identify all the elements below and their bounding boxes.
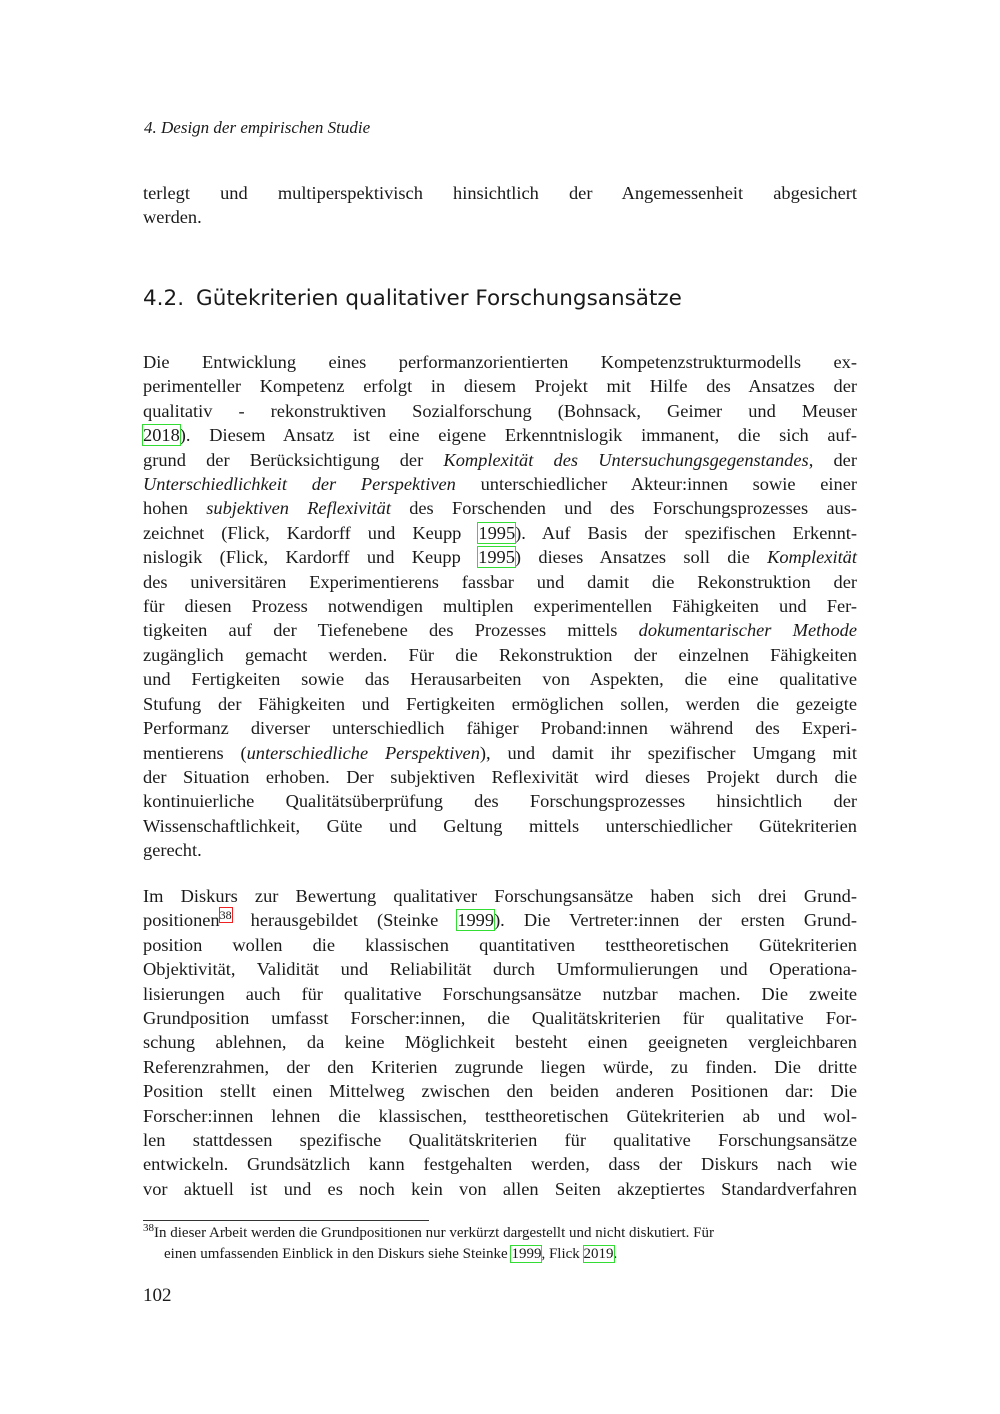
footnote-mark: 38 [143, 1222, 154, 1234]
text-fragment: unterschiedlicher Akteur:innen sowie einer [455, 474, 857, 495]
page-number: 102 [143, 1285, 172, 1306]
section-title: Gütekriterien qualitativer Forschungsansätze [196, 286, 682, 311]
text-line: Position stellt einen Mittelweg zwischen den beiden anderen Positionen dar: Die [143, 1081, 857, 1102]
text-line: entwickeln. Grundsätzlich kann festgehalten werden, dass der Diskurs nach wie [143, 1154, 857, 1175]
text-fragment: , Flick [541, 1246, 584, 1262]
text-line: gerecht. [143, 840, 202, 861]
text-fragment: ) dieses Ansatzes soll die [514, 547, 768, 568]
text-line: Performanz diverser unterschiedlich fähiger Proband:innen während des Experi- [143, 718, 857, 739]
text-fragment: zeichnet (Flick, Kardorff und Keupp [143, 522, 479, 543]
text-line: vor aktuell ist und es noch kein von allen Seiten akzeptiertes Standardverfahren [143, 1178, 857, 1199]
footnote-ref-link[interactable]: 38 [219, 908, 232, 923]
emphasis: Komplexität [767, 547, 857, 568]
footnote-divider [143, 1220, 429, 1221]
citation-link[interactable]: 2019 [583, 1246, 614, 1262]
text-line: schung ablehnen, da keine Möglichkeit besteht einen geeigneten vergleichbaren [143, 1032, 857, 1053]
text-fragment: herausgebildet (Steinke [231, 910, 458, 931]
body-paragraph-2 [143, 884, 857, 1201]
text-line: zugänglich gemacht werden. Für die Rekonstruktion der einzelnen Fähigkeiten [143, 644, 857, 665]
emphasis: Unterschiedlichkeit der Perspektiven [143, 474, 456, 495]
footnote-line [143, 1223, 857, 1244]
text-fragment: ), und damit ihr spezifischer Umgang mit [479, 742, 857, 763]
footnote-line [143, 1244, 857, 1265]
text-line: Stufung der Fähigkeiten und Fertigkeiten ermöglichen sollen, werden die gezeigte [143, 693, 857, 714]
text-fragment: positionen [143, 910, 220, 931]
text-line: kontinuierliche Qualitätsüberprüfung des Forschungsprozesses hinsichtlich der [143, 791, 857, 812]
text-fragment: ). Auf Basis der spezifischen Erkennt- [515, 522, 857, 543]
text-fragment: In dieser Arbeit werden die Grundpositionen nur verkürzt dargestellt und nicht diskutiert. Für [154, 1225, 715, 1241]
text-line: Die Entwicklung eines performanzorientierten Kompetenzstrukturmodells ex- [143, 352, 857, 372]
footnote [143, 1223, 857, 1265]
emphasis: Komplexität des Untersuchungsgegenstandes [443, 449, 809, 470]
text-line: qualitativ - rekonstruktiven Sozialforschung (Bohnsack, Geimer und Meuser [143, 400, 857, 421]
text-line: Grundposition umfasst Forscher:innen, die Qualitätskriterien für qualitative For- [143, 1008, 857, 1029]
text-fragment: nislogik (Flick, Kardorff und Keupp [143, 547, 479, 568]
text-line: der Situation erhoben. Der subjektiven Reflexivität wird dieses Projekt durch die [143, 766, 857, 787]
text-line [143, 496, 857, 520]
citation-link[interactable]: 1995 [478, 547, 515, 568]
citation-link[interactable]: 1999 [457, 910, 495, 931]
text-line [143, 618, 857, 642]
text-line [143, 472, 857, 496]
text-line: perimenteller Kompetenz erfolgt in diesem Projekt mit Hilfe des Ansatzes der [143, 376, 857, 397]
citation-link[interactable]: 1999 [511, 1246, 542, 1262]
text-fragment: des Forschenden und des Forschungsprozesses aus- [390, 498, 858, 519]
text-fragment: ). Die Vertreter:innen der ersten Grund- [494, 910, 857, 931]
text-fragment: grund der Berücksichtigung der [143, 449, 444, 470]
text-line: position wollen die klassischen quantitativen testtheoretischen Gütekriterien [143, 934, 857, 955]
text-line: und Fertigkeiten sowie das Herausarbeiten von Aspekten, die eine qualitative [143, 669, 857, 690]
text-line: Referenzrahmen, der den Kriterien zugrunde liegen würde, zu finden. Die dritte [143, 1056, 857, 1077]
text-line: terlegt und multiperspektivisch hinsichtlich der Angemessenheit abgesichert [143, 183, 857, 203]
emphasis: subjektiven Reflexivität [206, 498, 391, 519]
text-line [143, 521, 857, 545]
text-line: Forscher:innen lehnen die klassischen, testtheoretischen Gütekriterien ab und wol- [143, 1105, 857, 1126]
section-number: 4.2. [143, 286, 185, 311]
intro-paragraph [143, 181, 857, 230]
text-line [143, 545, 857, 569]
text-line [143, 448, 857, 472]
text-line: Wissenschaftlichkeit, Güte und Geltung mittels unterschiedlicher Gütekriterien [143, 815, 857, 836]
text-line [143, 908, 857, 932]
text-fragment: tigkeiten auf der Tiefenebene des Prozesses mittels [143, 620, 639, 641]
text-line: werden. [143, 207, 202, 228]
text-line: des universitären Experimentierens fassbar und damit die Rekonstruktion der [143, 571, 857, 592]
text-fragment: hohen [143, 498, 207, 519]
text-fragment: . [613, 1246, 618, 1262]
body-paragraph-1 [143, 350, 857, 863]
emphasis: unterschiedliche Perspektiven [246, 742, 480, 763]
text-fragment: mentierens ( [143, 742, 247, 763]
text-fragment: ). Diesem Ansatz ist eine eigene Erkenntnislogik immanent, die sich auf- [179, 425, 857, 446]
running-head: 4. Design der empirischen Studie [144, 118, 371, 137]
emphasis: dokumentarischer Methode [638, 620, 858, 641]
text-line: lisierungen auch für qualitative Forschungsansätze nutzbar machen. Die zweite [143, 983, 857, 1004]
text-line: Im Diskurs zur Bewertung qualitativer Forschungsansätze haben sich drei Grund- [143, 886, 857, 906]
text-line: für diesen Prozess notwendigen multiplen experimentellen Fähigkeiten und Fer- [143, 596, 857, 617]
text-line: Objektivität, Validität und Reliabilität durch Umformulierungen und Operationa- [143, 959, 857, 980]
text-line [143, 423, 857, 447]
text-line [143, 741, 857, 765]
citation-link[interactable]: 1995 [478, 522, 516, 543]
text-line: len stattdessen spezifische Qualitätskriterien für qualitative Forschungsansätze [143, 1130, 857, 1151]
citation-link[interactable]: 2018 [143, 425, 180, 446]
text-fragment: einen umfassenden Einblick in den Diskurs siehe Steinke [164, 1246, 512, 1262]
section-heading [143, 286, 682, 311]
text-fragment: , der [808, 449, 857, 470]
